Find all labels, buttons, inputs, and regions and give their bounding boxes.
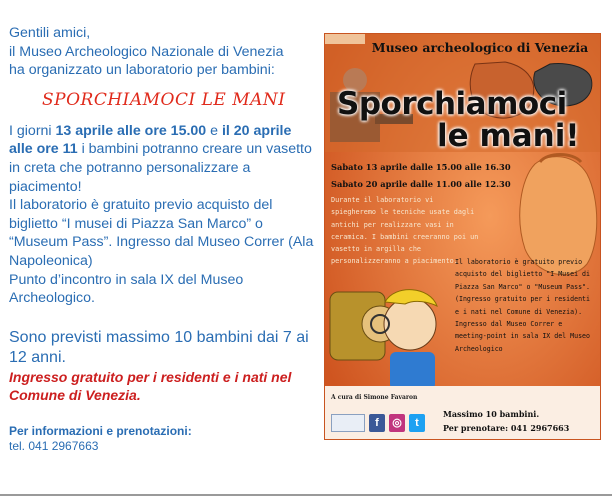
page-divider — [0, 494, 612, 496]
capacity-paragraph: Sono previsti massimo 10 bambini dai 7 ai 12 anni. — [9, 328, 309, 366]
date-2: il 20 aprile alle ore 11 — [9, 122, 292, 158]
poster-title-line-2: le mani! — [437, 118, 580, 154]
info-phone: tel. 041 2967663 — [9, 438, 99, 453]
info-heading: Per informazioni e prenotazioni: — [9, 423, 192, 438]
poster-date-2: Sabato 20 aprile dalle 11.00 alle 12.30 — [331, 179, 511, 189]
workshop-title: SPORCHIAMOCI LE MANI — [42, 89, 286, 110]
poster-title-line-1: Sporchiamoci — [337, 86, 567, 122]
museum-logo — [331, 414, 365, 432]
poster-ticket-info: Il laboratorio è gratuito previo acquisto del biglietto "I Musei di Piazza San Marco" o "Museum Pass". (Ingresso gratuito per i residenti e i nati nel Comune di Venezia). Ingresso dal Museo Correr e meeting-point in sala IX del Museo Archeologico — [455, 258, 590, 353]
facebook-icon[interactable]: f — [369, 414, 385, 432]
poster-capacity: Massimo 10 bambini. — [443, 409, 540, 419]
twitter-icon[interactable]: t — [409, 414, 425, 432]
dates-text-e: i bambini potranno creare un vasetto in creta che potranno personalizzare a piacimento! — [9, 141, 312, 195]
instagram-icon[interactable]: ◎ — [389, 414, 405, 432]
free-entry-note: Ingresso gratuito per i residenti e i nati nel Comune di Venezia. — [9, 368, 292, 403]
ticket-paragraph: Il laboratorio è gratuito previo acquisto del biglietto “I musei di Piazza San Marco” o “Museum Pass”. Ingresso dal Museo Correr (Ala Napoleonica) — [9, 197, 314, 269]
letter-body — [9, 24, 314, 454]
date-1: 13 aprile alle ore 15.00 — [55, 122, 207, 139]
intro-line-1: il Museo Archeologico Nazionale di Venezia — [9, 43, 284, 60]
meeting-point-paragraph: Punto d’incontro in sala IX del Museo Archeologico. — [9, 271, 244, 307]
dates-text-c: e — [206, 122, 222, 139]
poster-header: Museo archeologico di Venezia — [371, 40, 589, 55]
intro-line-2: ha organizzato un laboratorio per bambini: — [9, 62, 275, 79]
poster-curator: A cura di Simone Favaron — [331, 394, 418, 401]
greeting: Gentili amici, — [9, 25, 91, 41]
dates-text-a: I giorni — [9, 122, 56, 139]
dates-paragraph — [9, 122, 314, 196]
poster-description: Durante il laboratorio vi spiegheremo le tecniche usate dagli antichi per realizzare vasi in ceramica. I bambini creeranno poi un vasetto in argilla che personalizzeranno a piacimento. — [331, 196, 479, 266]
poster-booking: Per prenotare: 041 2967663 — [443, 423, 570, 433]
poster-date-1: Sabato 13 aprile dalle 15.00 alle 16.30 — [331, 162, 511, 172]
event-poster — [324, 33, 601, 440]
